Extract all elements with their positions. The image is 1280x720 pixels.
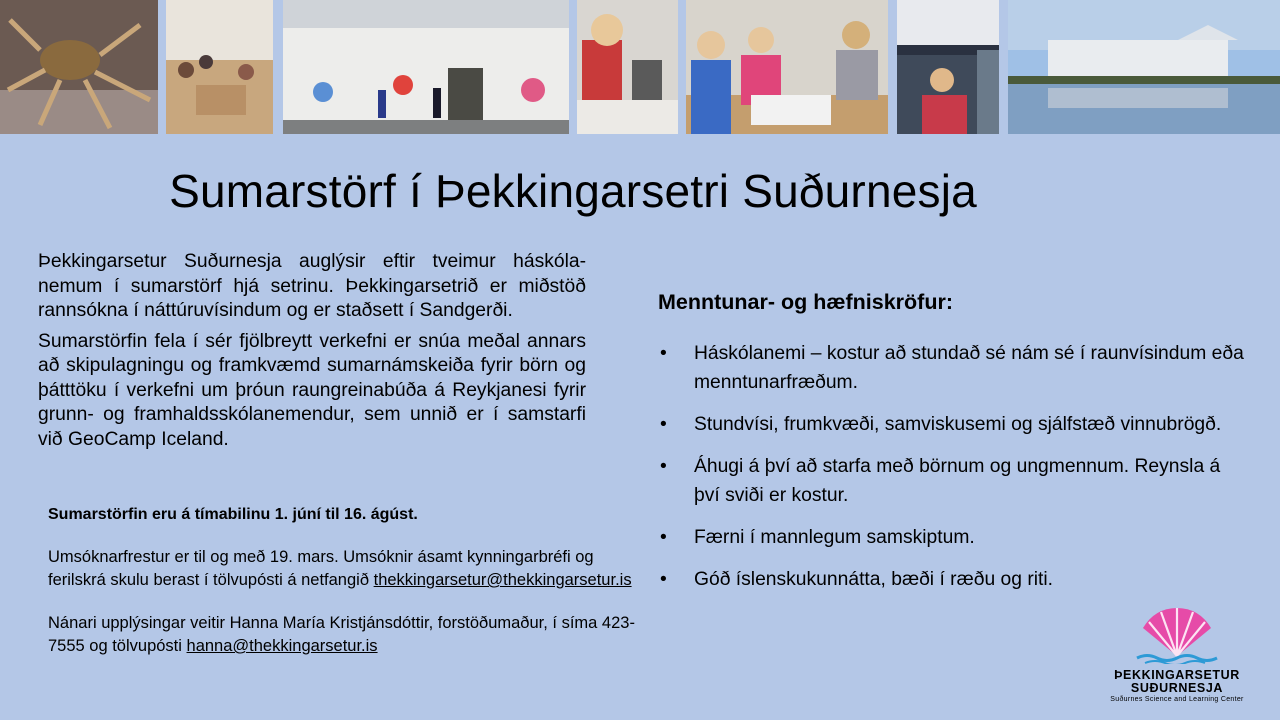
intro-paragraph-1: Þekkingarsetur Suðurnesja auglýsir eftir tveimur háskóla-nemum í sumarstörf hjá setrinu. Þekkingarsetrið er miðstöð rannsókna í náttúruvísindum og er staðsett í Sandgerði.	[38, 251, 586, 321]
email-link-hanna[interactable]: hanna@thekkingarsetur.is	[186, 637, 378, 655]
classroom-photo	[166, 0, 273, 134]
building-sign-photo	[897, 0, 999, 134]
bullet-icon: •	[660, 456, 667, 477]
photo-strip	[0, 0, 1280, 135]
harbor-building-photo	[1008, 0, 1280, 134]
email-link-office[interactable]: thekkingarsetur@thekkingarsetur.is	[373, 571, 632, 589]
requirements-section	[658, 290, 1248, 607]
crab-photo	[0, 0, 158, 134]
logo	[1096, 606, 1258, 703]
list-item: • Góð íslenskukunnátta, bæði í ræðu og riti.	[658, 565, 1248, 594]
list-item: • Áhugi á því að starfa með börnum og ungmennum. Reynsla á því sviði er kostur.	[658, 452, 1248, 510]
bullet-icon: •	[660, 527, 667, 548]
children-photo	[686, 0, 888, 134]
bullet-icon: •	[660, 343, 667, 364]
period-text: Sumarstörfin eru á tímabilinu 1. júní til 16. ágúst.	[48, 506, 418, 523]
shell-logo-icon	[1135, 606, 1219, 664]
contact-label: Nánari upplýsingar veitir Hanna María Kristjánsdóttir, forstöðumaður, í síma 423-7555 og tölvupósti	[48, 614, 635, 655]
requirements-heading: Menntunar- og hæfniskröfur:	[658, 290, 954, 314]
intro-section	[38, 250, 586, 458]
logo-name: ÞEKKINGARSETUR SUÐURNESJA	[1114, 668, 1240, 695]
microscope-photo	[577, 0, 678, 134]
page-title: Sumarstörf í Þekkingarsetri Suðurnesja	[169, 165, 977, 217]
logo-tagline: Suðurnes Science and Learning Center	[1110, 696, 1244, 703]
bullet-icon: •	[660, 414, 667, 435]
bullet-icon: •	[660, 569, 667, 590]
deadline-text	[48, 546, 648, 592]
deadline-label: Umsóknarfrestur er til og með 19. mars. Umsóknir ásamt kynningarbréfi og ferilskrá skulu berast í tölvupósti á netfangið	[48, 548, 594, 589]
contact-text	[48, 612, 648, 658]
mural-wall-photo	[283, 0, 569, 134]
list-item: • Færni í mannlegum samskiptum.	[658, 523, 1248, 552]
intro-paragraph-2: Sumarstörfin fela í sér fjölbreytt verkefni er snúa meðal annars að skipulagningu og framkvæmd sumarnámskeiða fyrir börn og þátttöku í verkefni um þróun raungreinabúða á Reykjanesi fyrir grunn- og framhaldsskólanemendur, sem unnið er í samstarfi við GeoCamp Iceland.	[38, 330, 586, 450]
application-info	[48, 503, 648, 678]
list-item: • Stundvísi, frumkvæði, samviskusemi og sjálfstæð vinnubrögð.	[658, 410, 1248, 439]
requirements-list	[658, 339, 1248, 594]
list-item: • Háskólanemi – kostur að stundað sé nám sé í raunvísindum eða menntunarfræðum.	[658, 339, 1248, 397]
